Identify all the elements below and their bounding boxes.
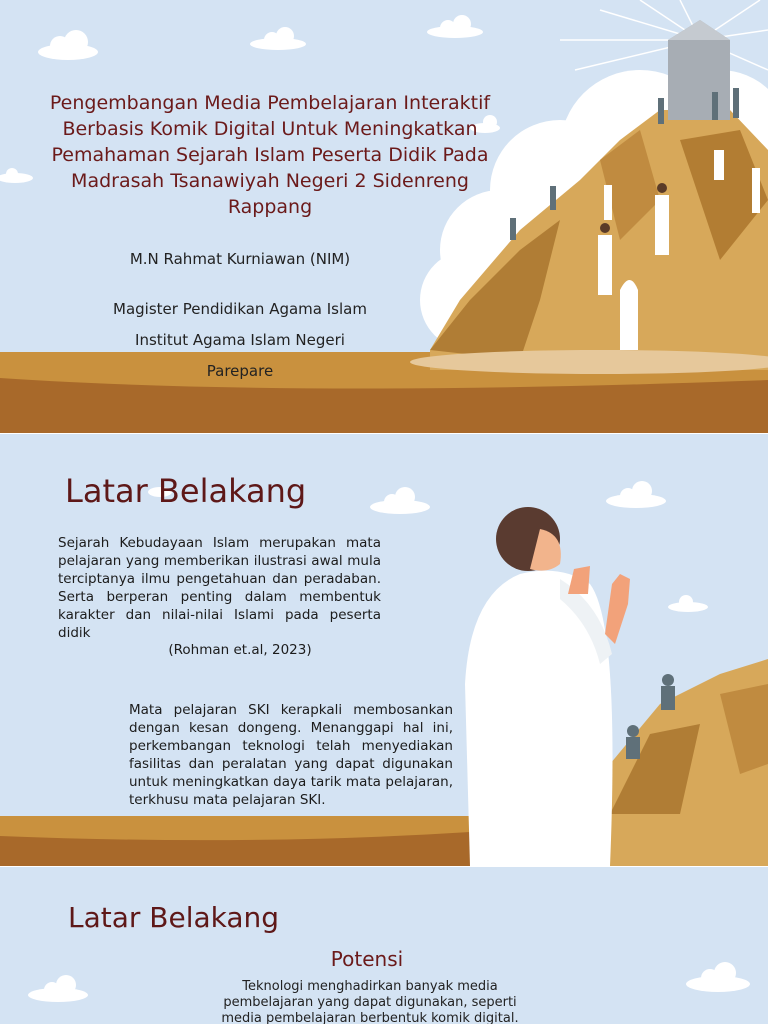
- section-heading: Latar Belakang: [65, 472, 307, 510]
- paragraph-background: Sejarah Kebudayaan Islam merupakan mata pelajaran yang memberikan ilustrasi awal mula terciptanya ilmu pengetahuan dan peradaban. Serta berperan penting dalam membentuk karakter dan nilai-nilai Islami pada peserta didik: [58, 535, 381, 641]
- paragraph-problem: Mata pelajaran SKI kerapkali membosankan dengan kesan dongeng. Menanggapi hal ini, perkembangan teknologi telah menyediakan fasilitas dan peralatan yang dapat digunakan untuk meningkatkan daya tarik mata pelajaran, terkhusu mata pelajaran SKI.: [129, 702, 453, 808]
- presentation-title: Pengembangan Media Pembelajaran Interaktif Berbasis Komik Digital Untuk Meningkatkan Pemahaman Sejarah Islam Peserta Didik Pada Madrasah Tsanawiyah Negeri 2 Sidenreng Rappang: [49, 92, 491, 218]
- institution-line1: Institut Agama Islam Negeri: [135, 331, 345, 349]
- program-name: Magister Pendidikan Agama Islam: [113, 300, 367, 318]
- institution-line2: Parepare: [206, 362, 274, 380]
- potensi-text: Teknologi menghadirkan banyak media pembelajaran yang dapat digunakan, seperti media pembelajaran berbentuk komik digital.: [221, 979, 519, 1024]
- slide-title: [0, 0, 768, 433]
- citation: (Rohman et.al, 2023): [168, 642, 312, 658]
- section-heading: Latar Belakang: [68, 901, 280, 934]
- author-name: M.N Rahmat Kurniawan (NIM): [129, 250, 351, 268]
- subheading-potensi: Potensi: [330, 947, 404, 971]
- slide-potential: [0, 867, 768, 1024]
- slide-background: [0, 434, 768, 866]
